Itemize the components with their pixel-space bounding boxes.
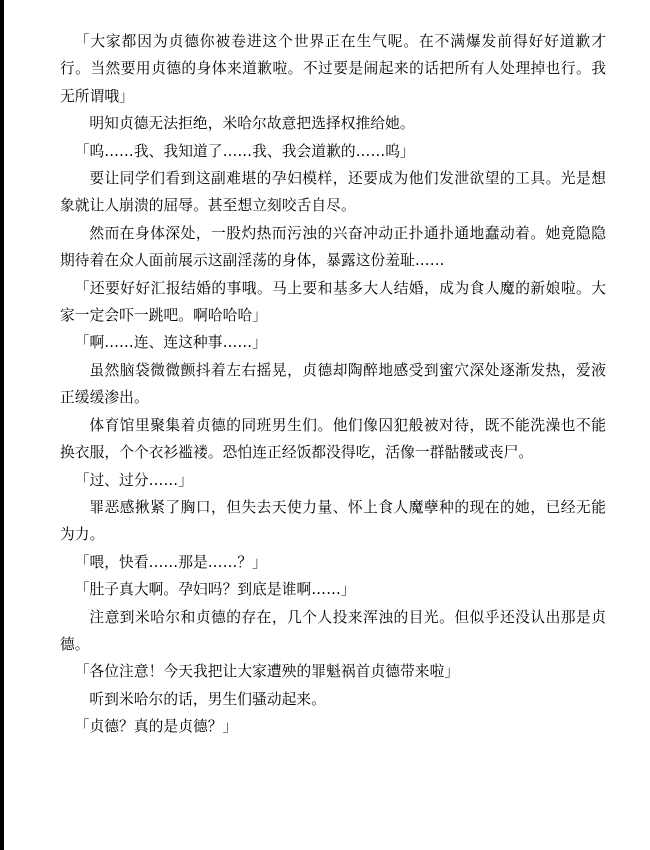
paragraph: 虽然脑袋微微颤抖着左右摇晃，贞德却陶醉地感受到蜜穴深处逐渐发热，爱液正缓缓渗出。 xyxy=(60,361,606,407)
paragraph: 罪恶感揪紧了胸口，但失去天使力量、怀上食人魔孽种的现在的她，已经无能为力。 xyxy=(60,498,606,544)
paragraph: 「喂，快看……那是……？」 xyxy=(74,553,267,571)
paragraph: 「各位注意！今天我把让大家遭殃的罪魁祸首贞德带来啦」 xyxy=(74,663,460,681)
paragraph: 注意到米哈尔和贞德的存在，几个人投来浑浊的目光。但似乎还没认出那是贞德。 xyxy=(60,608,606,653)
page-left-rule xyxy=(0,0,4,850)
paragraph: 「还要好好汇报结婚的事哦。马上要和基多大人结婚，成为食人魔的新娘啦。大家一定会吓一跳吧。啊哈哈哈」 xyxy=(60,279,606,325)
paragraph: 「肚子真大啊。孕妇吗？到底是谁啊……」 xyxy=(74,581,356,599)
paragraph: 然而在身体深处，一股灼热而污浊的兴奋冲动正扑通扑通地蠢动着。她竟隐隐期待着在众人面前展示这副淫荡的身体，暴露这份羞耻…… xyxy=(60,224,606,270)
paragraph: 要让同学们看到这副难堪的孕妇模样，还要成为他们发泄欲望的工具。光是想象就让人崩溃的屈辱。甚至想立刻咬舌自尽。 xyxy=(60,170,606,215)
paragraph: 体育馆里聚集着贞德的同班男生们。他们像囚犯般被对待，既不能洗澡也不能换衣服，个个衣衫褴褛。恐怕连正经饭都没得吃，活像一群骷髅或丧尸。 xyxy=(60,416,606,462)
paragraph: 「呜……我、我知道了……我、我会道歉的……呜」 xyxy=(74,142,415,160)
paragraph: 「过、过分……」 xyxy=(74,471,193,489)
page-body-text xyxy=(60,28,606,741)
paragraph: 听到米哈尔的话，男生们骚动起来。 xyxy=(89,690,326,708)
paragraph: 「啊……连、连这种事……」 xyxy=(74,334,267,352)
paragraph: 「大家都因为贞德你被卷进这个世界正在生气呢。在不满爆发前得好好道歉才行。当然要用贞德的身体来道歉啦。不过要是闹起来的话把所有人处理掉也行。我无所谓哦」 xyxy=(60,33,606,105)
paragraph: 「贞德？真的是贞德？」 xyxy=(74,718,238,736)
paragraph: 明知贞德无法拒绝，米哈尔故意把选择权推给她。 xyxy=(89,115,415,133)
